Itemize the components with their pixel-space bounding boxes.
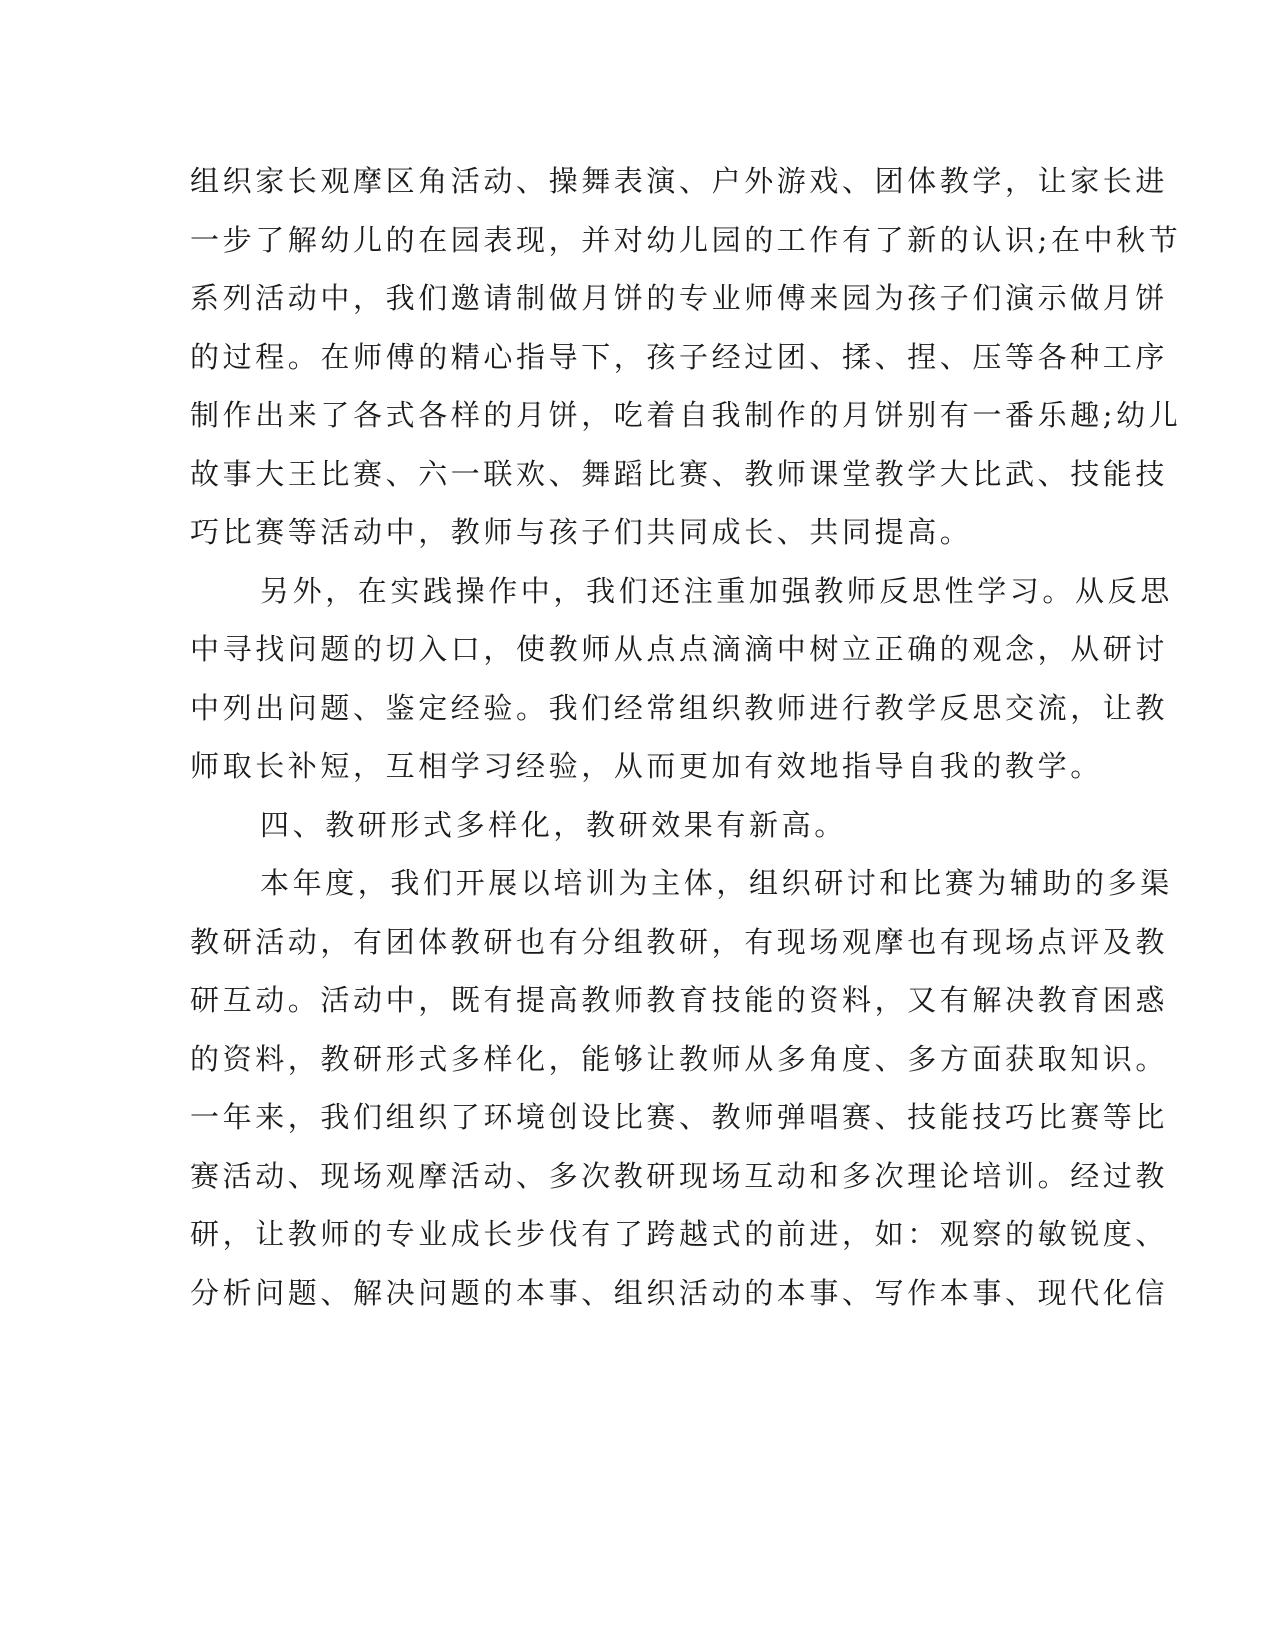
text-line: 的资料，教研形式多样化，能够让教师从多角度、多方面获取知识。 bbox=[190, 1041, 1169, 1076]
text-line: 一步了解幼儿的在园表现，并对幼儿园的工作有了新的认识;在中秋节 bbox=[190, 222, 1182, 257]
text-line: 研互动。活动中，既有提高教师教育技能的资料，又有解决教育困惑 bbox=[190, 983, 1169, 1017]
text-line: 中寻找问题的切入口，使教师从点点滴滴中树立正确的观念，从研讨 bbox=[190, 632, 1169, 666]
section-heading: 四、教研形式多样化，教研效果有新高。 bbox=[260, 807, 847, 842]
text-line: 中列出问题、鉴定经验。我们经常组织教师进行教学反思交流，让教 bbox=[190, 690, 1169, 725]
text-line: 教研活动，有团体教研也有分组教研，有现场观摩也有现场点评及教 bbox=[190, 924, 1169, 959]
text-line: 巧比赛等活动中，教师与孩子们共同成长、共同提高。 bbox=[190, 515, 973, 549]
text-line: 制作出来了各式各样的月饼，吃着自我制作的月饼别有一番乐趣;幼儿 bbox=[190, 398, 1182, 432]
text-line: 一年来，我们组织了环境创设比赛、教师弹唱赛、技能技巧比赛等比 bbox=[190, 1100, 1169, 1134]
text-line: 研，让教师的专业成长步伐有了跨越式的前进，如：观察的敏锐度、 bbox=[190, 1217, 1169, 1251]
text-line: 系列活动中，我们邀请制做月饼的专业师傅来园为孩子们演示做月饼 bbox=[190, 281, 1169, 315]
text-line: 分析问题、解决问题的本事、组织活动的本事、写作本事、现代化信 bbox=[190, 1275, 1169, 1310]
text-line: 的过程。在师傅的精心指导下，孩子经过团、揉、捏、压等各种工序 bbox=[190, 339, 1169, 374]
paragraph-start-line: 本年度，我们开展以培训为主体，组织研讨和比赛为辅助的多渠 bbox=[260, 866, 1173, 900]
text-line: 赛活动、现场观摩活动、多次教研现场互动和多次理论培训。经过教 bbox=[190, 1158, 1169, 1193]
text-line: 师取长补短，互相学习经验，从而更加有效地指导自我的教学。 bbox=[190, 749, 1103, 783]
text-line: 故事大王比赛、六一联欢、舞蹈比赛、教师课堂教学大比武、技能技 bbox=[190, 456, 1169, 491]
text-line: 组织家长观摩区角活动、操舞表演、户外游戏、团体教学，让家长进 bbox=[190, 164, 1169, 198]
document-body bbox=[190, 152, 1182, 1322]
paragraph-start-line: 另外，在实践操作中，我们还注重加强教师反思性学习。从反思 bbox=[260, 573, 1173, 608]
